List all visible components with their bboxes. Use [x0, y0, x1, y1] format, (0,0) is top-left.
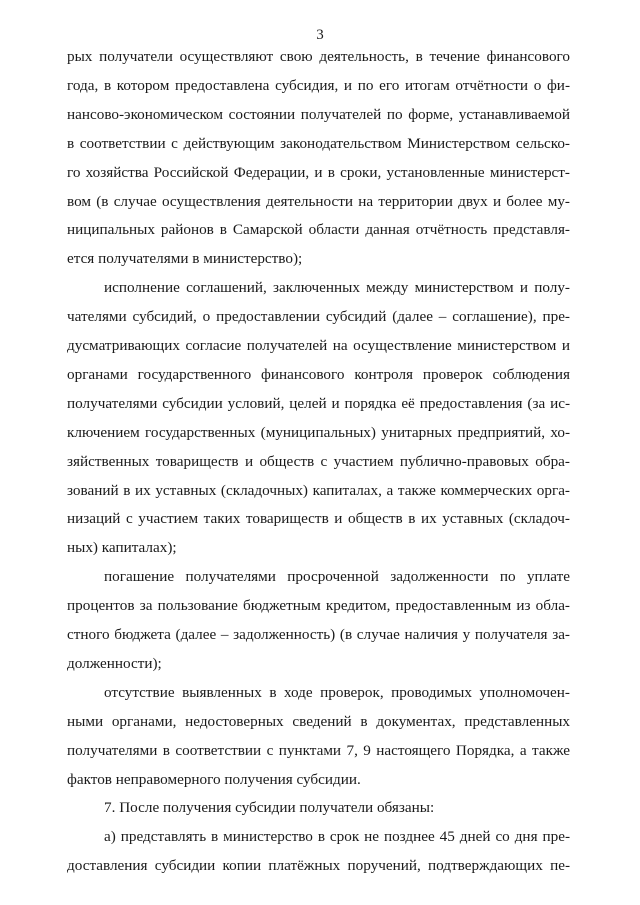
text-line: получателями в соответствии с пунктами 7, 9 настоящего Порядка, а также	[67, 741, 570, 759]
text-line: стного бюджета (далее – задолженность) (в случае наличия у получателя за-	[67, 626, 570, 643]
text-line: вом (в случае осуществления деятельности на территории двух и более му-	[67, 192, 570, 210]
text-line: зований в их уставных (складочных) капиталах, а также коммерческих орга-	[67, 481, 570, 499]
text-line: доставления субсидии копии платёжных поручений, подтверждающих пе-	[67, 857, 570, 875]
text-line: процентов за пользование бюджетным кредитом, предоставленным из обла-	[67, 597, 570, 615]
paragraph-first-line: а) представлять в министерство в срок не позднее 45 дней со дня пре-	[104, 828, 570, 846]
paragraph-first-line: 7. После получения субсидии получатели обязаны:	[104, 799, 435, 817]
text-line: низаций с участием таких товариществ и обществ в их уставных (складоч-	[67, 510, 570, 528]
text-line: зяйственных товариществ и обществ с участием публично-правовых обра-	[67, 452, 570, 470]
text-line: ключением государственных (муниципальных) унитарных предприятий, хо-	[67, 423, 570, 441]
text-line: фактов неправомерного получения субсидии.	[67, 770, 361, 788]
text-line: нансово-экономическом состоянии получателей по форме, устанавливаемой	[67, 105, 570, 123]
text-line: го хозяйства Российской Федерации, и в сроки, установленные министерст-	[67, 163, 570, 181]
text-line: рых получатели осуществляют свою деятельность, в течение финансового	[67, 48, 570, 65]
paragraph-first-line: исполнение соглашений, заключенных между министерством и полу-	[104, 279, 570, 297]
text-line: года, в котором предоставлена субсидия, и по его итогам отчётности о фи-	[67, 76, 570, 94]
text-line: органами государственного финансового контроля проверок соблюдения	[67, 365, 570, 383]
paragraph-first-line: отсутствие выявленных в ходе проверок, проводимых уполномочен-	[104, 683, 570, 701]
paragraph-first-line: погашение получателями просроченной задолженности по уплате	[104, 568, 570, 586]
page-number: 3	[316, 27, 324, 43]
text-line: в соответствии с действующим законодательством Министерством сельско-	[67, 134, 570, 152]
text-line: ниципальных районов в Самарской области данная отчётность представля-	[67, 221, 570, 239]
text-line: чателями субсидий, о предоставлении субсидий (далее – соглашение), пре-	[67, 308, 570, 326]
text-line: ных) капиталах);	[67, 539, 177, 557]
text-line: ется получателями в министерство);	[67, 250, 303, 268]
text-line: долженности);	[67, 654, 162, 672]
text-line: ными органами, недостоверных сведений в документах, представленных	[67, 712, 570, 730]
text-line: получателями субсидии условий, целей и порядка её предоставления (за ис-	[67, 394, 570, 412]
text-line: дусматривающих согласие получателей на осуществление министерством и	[67, 337, 570, 354]
